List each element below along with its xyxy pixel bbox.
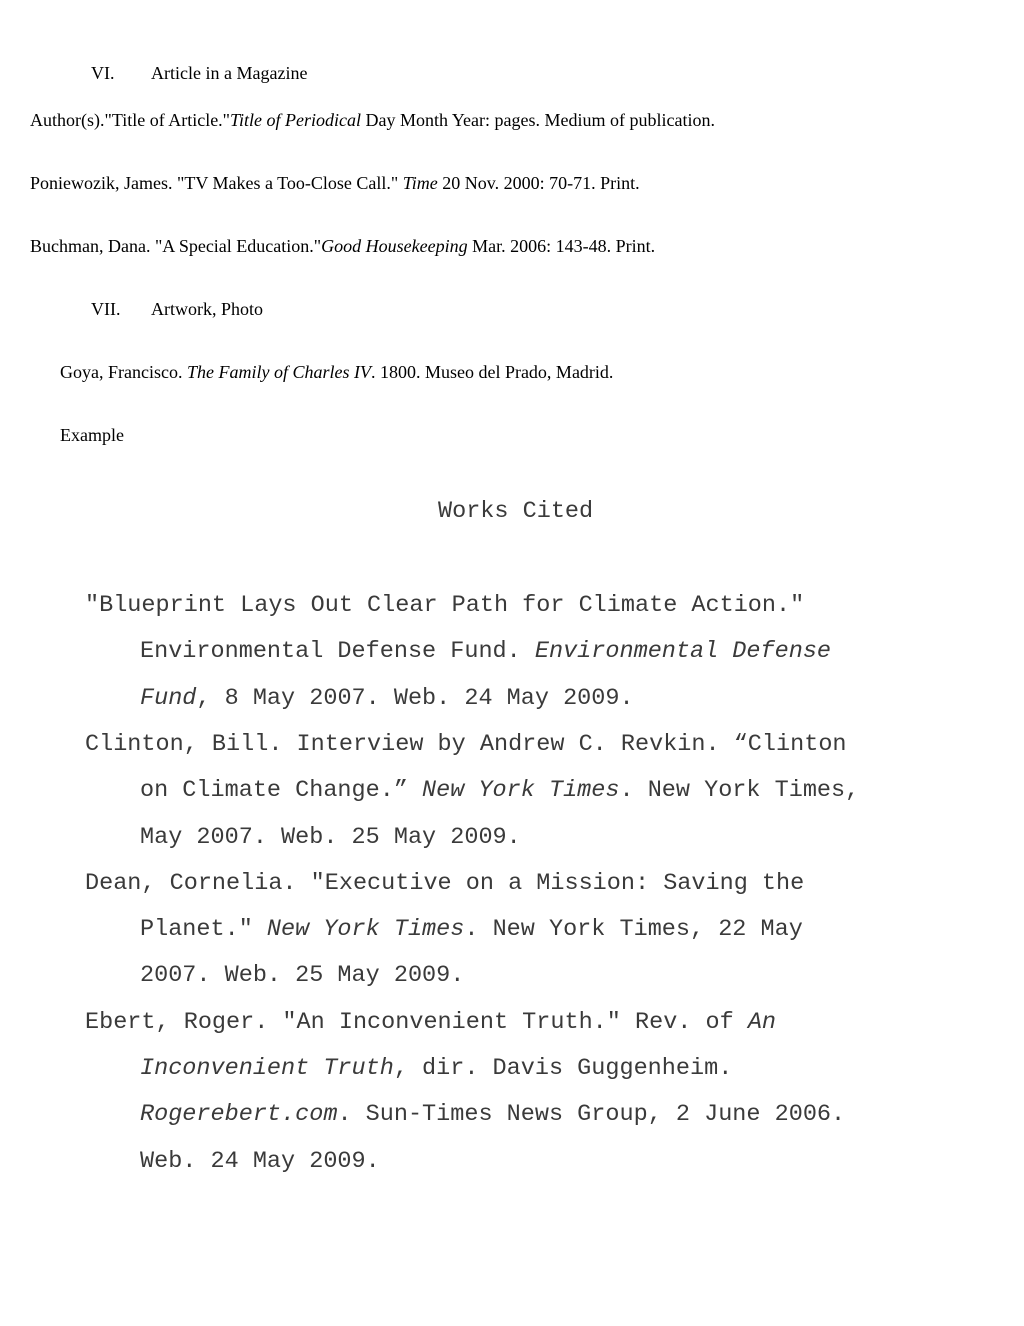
magazine-example-1: [30, 172, 640, 194]
example-artwork-title: The Family of Charles IV: [186, 362, 371, 382]
example-text: Goya, Francisco.: [60, 362, 187, 382]
citation-text: on Climate Change.”: [140, 777, 423, 804]
citation-italic-text: New York Times: [266, 916, 465, 943]
works-cited-title: Works Cited: [438, 498, 594, 525]
example-text: . 1800. Museo del Prado, Madrid.: [370, 362, 614, 382]
format-periodical: Title of Periodical: [230, 110, 362, 130]
citation-text: Ebert, Roger. "An Inconvenient Truth." Rev. of: [85, 1009, 748, 1036]
section-number-vi: VI.: [91, 63, 115, 83]
citation-text: . Sun-Times News Group, 2 June 2006.: [337, 1101, 846, 1128]
citation-text: , dir. Davis Guggenheim.: [393, 1055, 733, 1082]
example-periodical: Good Housekeeping: [321, 236, 468, 256]
citation-italic-text: Rogerebert.com: [140, 1101, 338, 1128]
artwork-example: [60, 361, 613, 383]
works-cited-entry-line: [140, 963, 464, 989]
citation-text: . New York Times,: [619, 777, 860, 804]
works-cited-entry-line: [140, 778, 859, 804]
section-title-artwork: Artwork, Photo: [151, 299, 263, 319]
citation-text: Dean, Cornelia. "Executive on a Mission: Saving the: [85, 870, 805, 897]
format-author: Author(s).: [30, 110, 105, 130]
example-text: 20 Nov. 2000: 70-71. Print.: [437, 173, 640, 193]
citation-italic-text: An: [747, 1009, 777, 1036]
example-periodical: Time: [402, 173, 438, 193]
citation-italic-text: New York Times: [422, 777, 620, 804]
works-cited-entry-line: [140, 1102, 845, 1128]
works-cited-entry-line: [85, 732, 847, 758]
example-text: Mar. 2006: 143-48. Print.: [467, 236, 656, 256]
works-cited-entry-line: [140, 639, 831, 665]
citation-text: May 2007. Web. 25 May 2009.: [140, 824, 521, 851]
section-title-magazine: Article in a Magazine: [151, 63, 308, 83]
works-cited-entry-line: [140, 686, 634, 712]
works-cited-entry-line: [140, 1149, 380, 1175]
magazine-example-2: [30, 235, 655, 257]
example-text: Poniewozik, James. "TV Makes a Too-Close Call.": [30, 173, 403, 193]
works-cited-entry-line: [85, 593, 804, 619]
works-cited-entry-line: [140, 1056, 732, 1082]
citation-italic-text: Fund: [140, 685, 197, 712]
citation-italic-text: Environmental Defense: [534, 638, 832, 665]
citation-text: 2007. Web. 25 May 2009.: [140, 962, 465, 989]
citation-italic-text: Inconvenient Truth: [140, 1055, 394, 1082]
works-cited-entry-line: [140, 917, 803, 943]
works-cited-entry-line: [85, 871, 804, 897]
works-cited-entry-line: [85, 1010, 776, 1036]
citation-text: Clinton, Bill. Interview by Andrew C. Revkin. “Clinton: [85, 731, 847, 758]
works-cited-entry-line: [140, 825, 521, 851]
citation-text: Web. 24 May 2009.: [140, 1148, 380, 1175]
format-rest: Day Month Year: pages. Medium of publication.: [361, 110, 715, 130]
citation-text: , 8 May 2007. Web. 24 May 2009.: [196, 685, 634, 712]
citation-text: Environmental Defense Fund.: [140, 638, 535, 665]
citation-text: "Blueprint Lays Out Clear Path for Climate Action.": [85, 592, 805, 619]
format-article-title: "Title of Article.": [104, 110, 231, 130]
magazine-format-line: [30, 109, 715, 131]
section-number-vii: VII.: [91, 299, 121, 319]
citation-text: Planet.": [140, 916, 267, 943]
citation-text: . New York Times, 22 May: [464, 916, 803, 943]
example-text: Buchman, Dana. "A Special Education.": [30, 236, 322, 256]
example-label: Example: [60, 425, 124, 445]
